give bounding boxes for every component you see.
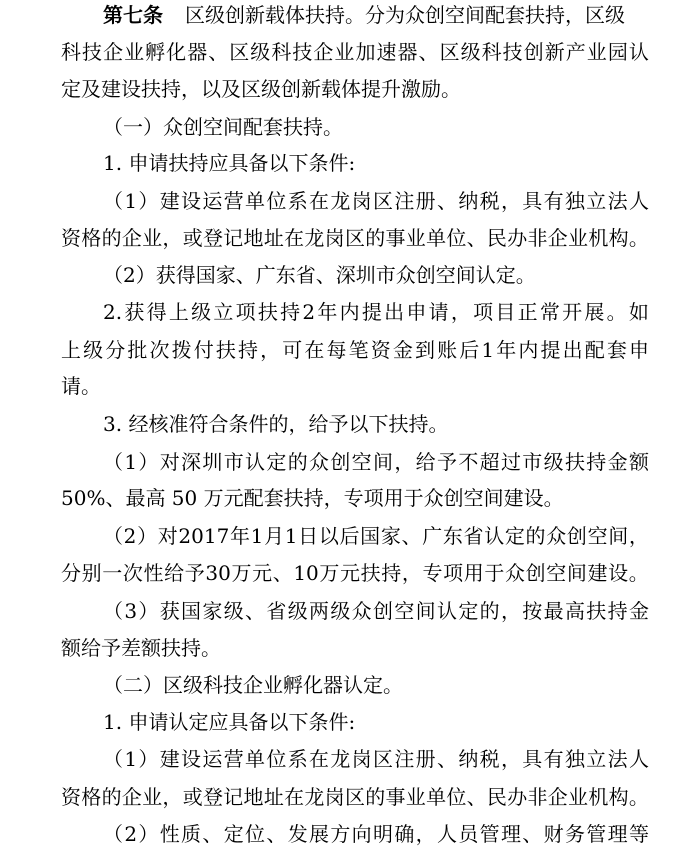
article-intro-text-1: 区级创新载体扶持。分为众创空间配套扶持，区级 (185, 3, 625, 27)
s2-item1-sub1-line-2: 资 格 的 企 业 ， 或 登 记 地 址 在 龙 岗 区 的 事 业 单 位 、 民 办 非 企 业 机 构 。 (61, 785, 649, 809)
s1-item2-line-3: 请。 (61, 374, 101, 398)
s1-item3-sub1-line-1: （ 1 ） 对 深 圳 市 认 定 的 众 创 空 间 ， 给 予 不 超 过 市 级 扶 持 金 额 (103, 450, 649, 474)
article-intro-line-3: 定及建设扶持，以及区级创新载体提升激励。 (61, 77, 461, 101)
section-1-item-1: 1. 申请扶持应具备以下条件: (103, 151, 356, 175)
section-2-item-1: 1. 申请认定应具备以下条件: (103, 710, 356, 734)
s2-item1-sub2-line-1: （ 2 ） 性 质 、 定 位 、 发 展 方 向 明 确 ， 人 员 管 理 、 财 务 管 理 等 (103, 822, 649, 846)
s1-item1-sub1-line-2: 资 格 的 企 业 ， 或 登 记 地 址 在 龙 岗 区 的 事 业 单 位 、 民 办 非 企 业 机 构 。 (61, 226, 649, 250)
s1-item3-sub3-line-1: （ 3 ） 获 国 家 级 、 省 级 两 级 众 创 空 间 认 定 的 ， 按 最 高 扶 持 金 (103, 599, 649, 623)
section-1-heading: （一）众创空间配套扶持。 (103, 115, 343, 139)
s1-item2-line-2: 上 级 分 批 次 拨 付 扶 持 ， 可 在 每 笔 资 金 到 账 后 1 年 内 提 出 配 套 申 (61, 338, 649, 362)
s2-item1-sub1-line-1: （ 1 ） 建 设 运 营 单 位 系 在 龙 岗 区 注 册 、 纳 税 ， 具 有 独 立 法 人 (103, 747, 649, 771)
s1-item3-sub2-line-2: 分 别 一 次 性 给 予 30 万 元 、 10 万 元 扶 持 ， 专 项 用 于 众 创 空 间 建 设 。 (61, 561, 649, 585)
article-intro-line-2: 科 技 企 业 孵 化 器 、 区 级 科 技 企 业 加 速 器 、 区 级 科 技 创 新 产 业 园 认 (61, 40, 649, 64)
section-2-heading: （二）区级科技企业孵化器认定。 (103, 673, 403, 697)
s1-item3: 3. 经核准符合条件的，给予以下扶持。 (103, 412, 449, 436)
s1-item1-sub1-line-1: （ 1 ） 建 设 运 营 单 位 系 在 龙 岗 区 注 册 、 纳 税 ， 具 有 独 立 法 人 (103, 189, 649, 213)
s1-item3-sub1-line-2: 50%、最高 50 万元配套扶持，专项用于众创空间建设。 (61, 486, 564, 510)
s1-item2-line-1: 2. 获 得 上 级 立 项 扶 持 2 年 内 提 出 申 请 ， 项 目 正 常 开 展 。 如 (103, 300, 649, 324)
s1-item3-sub2-line-1: （ 2 ） 对 2017 年 1 月 1 日 以 后 国 家 、 广 东 省 认 定 的 众 创 空 间 ， (103, 524, 649, 548)
s1-item3-sub3-line-2: 额给予差额扶持。 (61, 636, 221, 660)
article-intro-line-1 (103, 0, 625, 30)
article-heading: 第七条 (103, 3, 163, 27)
s1-item1-sub2: （2）获得国家、广东省、深圳市众创空间认定。 (103, 263, 536, 287)
